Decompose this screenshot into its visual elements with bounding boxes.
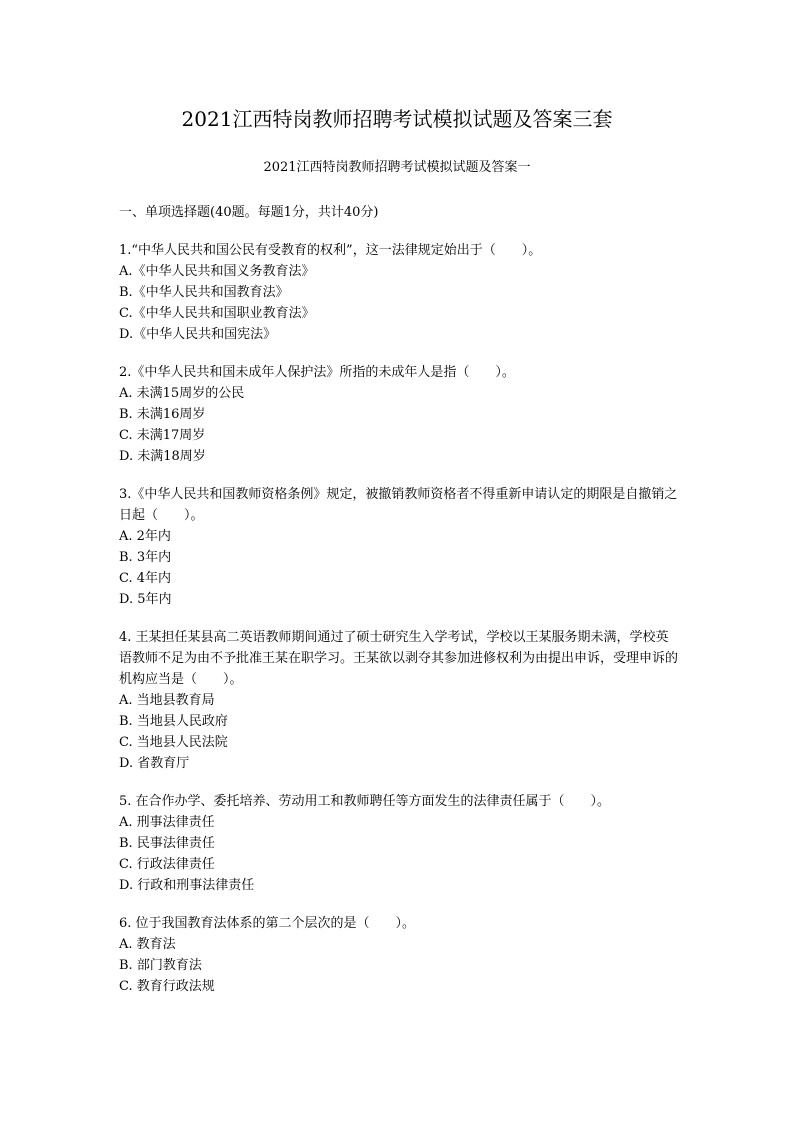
option-b: B. 未满16周岁 bbox=[119, 407, 206, 422]
option-a: A. 2年内 bbox=[119, 529, 171, 544]
option-d: D. 行政和刑事法律责任 bbox=[119, 878, 255, 893]
question-3 bbox=[119, 484, 679, 610]
question-stem: 6. 位于我国教育法体系的第二个层次的是（ ）。 bbox=[119, 916, 416, 931]
document-body bbox=[119, 202, 679, 1014]
section-heading: 一、单项选择题(40题。每题1分，共计40分) bbox=[119, 205, 379, 220]
option-b: B.《中华人民共和国教育法》 bbox=[119, 285, 289, 300]
option-a: A. 教育法 bbox=[119, 937, 176, 952]
option-a: A. 未满15周岁的公民 bbox=[119, 386, 245, 401]
document-title: 2021江西特岗教师招聘考试模拟试题及答案三套 bbox=[181, 107, 613, 131]
option-a: A. 当地县教育局 bbox=[119, 693, 215, 708]
option-b: B. 部门教育法 bbox=[119, 958, 202, 973]
question-6 bbox=[119, 913, 679, 997]
question-5 bbox=[119, 791, 679, 896]
option-d: D.《中华人民共和国宪法》 bbox=[119, 327, 277, 342]
question-1 bbox=[119, 240, 679, 345]
question-stem: 3.《中华人民共和国教师资格条例》规定，被撤销教师资格者不得重新申请认定的期限是自撤销之日起（ ）。 bbox=[119, 487, 678, 523]
option-c: C. 未满17周岁 bbox=[119, 428, 206, 443]
option-a: A.《中华人民共和国义务教育法》 bbox=[119, 264, 315, 279]
option-d: D. 5年内 bbox=[119, 592, 172, 607]
question-2 bbox=[119, 362, 679, 467]
option-c: C. 4年内 bbox=[119, 571, 172, 586]
option-a: A. 刑事法律责任 bbox=[119, 815, 215, 830]
option-c: C. 当地县人民法院 bbox=[119, 735, 228, 750]
option-c: C. 教育行政法规 bbox=[119, 979, 215, 994]
option-d: D. 省教育厅 bbox=[119, 756, 190, 771]
question-stem: 1.“中华人民共和国公民有受教育的权利”，这一法律规定始出于（ ）。 bbox=[119, 243, 542, 258]
question-stem: 5. 在合作办学、委托培养、劳动用工和教师聘任等方面发生的法律责任属于（ ）。 bbox=[119, 794, 611, 809]
option-c: C. 行政法律责任 bbox=[119, 857, 215, 872]
option-b: B. 当地县人民政府 bbox=[119, 714, 228, 729]
question-4 bbox=[119, 627, 679, 774]
option-d: D. 未满18周岁 bbox=[119, 449, 206, 464]
option-c: C.《中华人民共和国职业教育法》 bbox=[119, 306, 315, 321]
option-b: B. 民事法律责任 bbox=[119, 836, 215, 851]
document-subtitle: 2021江西特岗教师招聘考试模拟试题及答案一 bbox=[263, 160, 531, 175]
question-stem: 2.《中华人民共和国未成年人保护法》所指的未成年人是指（ ）。 bbox=[119, 365, 515, 380]
question-stem: 4. 王某担任某县高二英语教师期间通过了硕士研究生入学考试，学校以王某服务期未满，学校英语教师不足为由不予批准王某在职学习。王某欲以剥夺其参加进修权利为由提出申诉，受理申诉的机构应当是（ ）。 bbox=[119, 630, 679, 687]
option-b: B. 3年内 bbox=[119, 550, 172, 565]
